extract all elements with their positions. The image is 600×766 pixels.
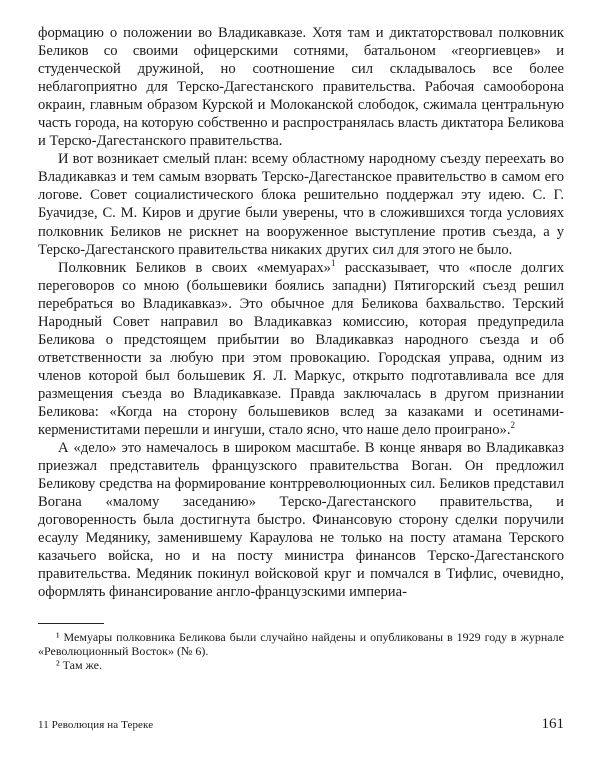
body-text (38, 24, 564, 602)
paragraph: А «дело» это намечалось в широком масштабе. В конце января во Владикавказ приезжал представитель французского правительства Воган. Он предложил Беликову средства на формирование контрреволюционных сил. Беликов представил Вогана «малому заседанию» Терско-Дагестанского правительства, и договоренность была достигнута быстро. Финансовую сторону сделки поручили есаулу Медянику, заменившему Караулова не только на посту атамана Терского казачьего войска, но и на посту министра финансов Терско-Дагестанского правительства. Медяник покинул войсковой круг и помчался в Тифлис, очевидно, оформлять финансирование англо-французскими империа- (38, 440, 564, 601)
page-number: 161 (541, 716, 564, 732)
paragraph: формацию о положении во Владикавказе. Хотя там и диктаторствовал полковник Беликов со своими офицерскими сотнями, батальоном «георгиевцев» и студенческой дружиной, но соотношение сил складывалось все более неблагоприятно для Терско-Дагестанского правительства. Рабочая самооборона окраин, главным образом Курской и Молоканской слободок, сжимала центральную часть города, на которую собственно и распространялась власть диктатора Беликова и Терско-Дагестанского правительства. (38, 25, 564, 150)
footnote-ref[interactable]: 2 (510, 420, 515, 431)
page-footer (38, 716, 564, 733)
paragraph: И вот возникает смелый план: всему областному народному съезду переехать во Владикавказ и тем самым взорвать Терско-Дагестанское правительство в самом его логове. Совет социалистического блока решительно поддержал эту идею. С. Г. Буачидзе, С. М. Киров и другие были уверены, что в сложившихся тогда условиях полковник Беликов не рискнет на вооруженное выступление против съезда, а у Терско-Дагестанского правительства никаких других сил для этого не было. (38, 151, 564, 258)
footnotes (38, 630, 564, 673)
paragraph-text: рассказывает, что «после долгих переговоров со мною (большевики боялись западни) Пятигорский съезд решил перебраться во Владикавказ». Это обычное для Беликова бахвальство. Терский Народный Совет направил во Владикавказ комиссию, которая предупредила Беликова о предстоящем прибытии во Владикавказ народного съезда и об ответственности за любую при этом провокацию. Городская управа, одним из членов которой был большевик Я. Л. Маркус, открыто подготавливала все для размещения съезда во Владикавказе. Правда заключалась в другом признании Беликова: «Когда на сторону большевиков вслед за казаками и осетинами-кермениститами перешли и ингуши, стало ясно, что наше дело проиграно». (38, 259, 564, 439)
footnote: ² Там же. (56, 657, 103, 672)
paragraph (38, 259, 564, 439)
paragraph-text: Полковник Беликов в своих «мемуарах» (58, 259, 331, 276)
footnote-divider (38, 623, 104, 624)
footnote-ref[interactable]: 1 (330, 257, 336, 268)
footnote: ¹ Мемуары полковника Беликова были случайно найдены и опубликованы в 1929 году в журнале «Революционный Восток» (№ 6). (38, 629, 564, 658)
printer-signature: 11 Революция на Тереке (38, 719, 154, 731)
